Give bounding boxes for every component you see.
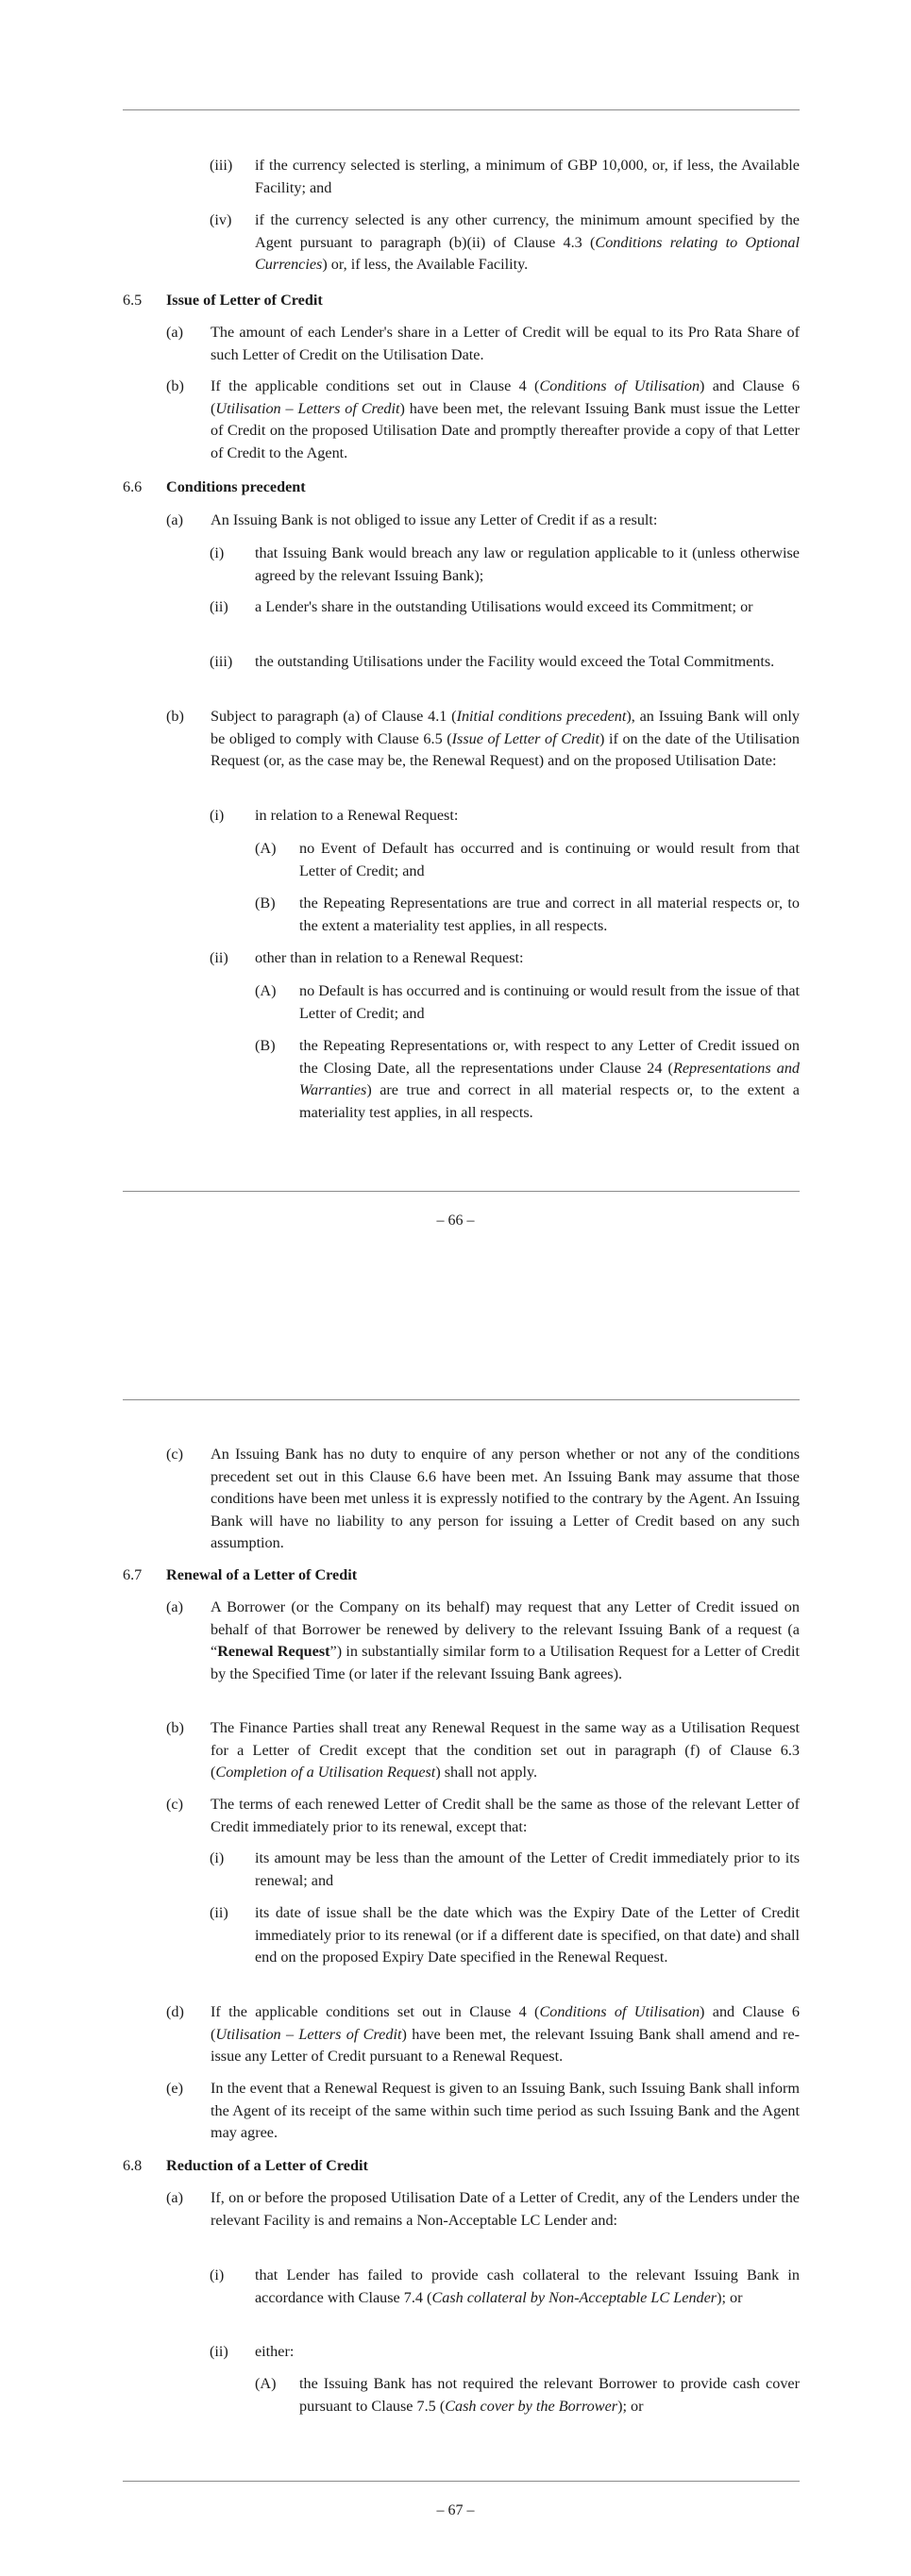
item-number: (iii) — [210, 653, 233, 670]
item-number: (i) — [210, 544, 225, 561]
item-number: (B) — [255, 895, 276, 912]
paragraph: If, on or before the proposed Utilisation Date of a Letter of Credit, any of the Lenders under the relevant Facility is and remains a Non-Acceptable LC Lender and: — [211, 2189, 800, 2229]
paragraph: In the event that a Renewal Request is given to an Issuing Bank, such Issuing Bank shall inform the Agent of its receipt of the same within such time period as such Issuing Bank and the Agent may agree. — [211, 2080, 800, 2141]
clause-number: 6.5 — [123, 292, 143, 309]
item-number: (a) — [166, 511, 183, 528]
clause-number: 6.8 — [123, 2157, 143, 2174]
clause-number: 6.7 — [123, 1566, 143, 1583]
paragraph: the Repeating Representations are true and correct in all material respects or, to the extent a materiality test applies, in all respects. — [299, 895, 800, 934]
paragraph: the outstanding Utilisations under the Facility would exceed the Total Commitments. — [255, 653, 775, 670]
footer-rule — [123, 2481, 800, 2482]
item-number: (e) — [166, 2080, 183, 2097]
clause-heading: Conditions precedent — [166, 478, 306, 495]
paragraph: the Issuing Bank has not required the relevant Borrower to provide cash cover pursuant to Clause 7.5 (Cash cover by the Borrower); or — [299, 2375, 800, 2415]
paragraph: The terms of each renewed Letter of Credit shall be the same as those of the relevant Letter of Credit immediately prior to its renewal, except that: — [211, 1796, 800, 1835]
item-number: (i) — [210, 807, 225, 824]
item-number: (ii) — [210, 949, 228, 966]
paragraph: no Event of Default has occurred and is continuing or would result from that Letter of Credit; and — [299, 840, 800, 879]
item-number: (b) — [166, 1719, 184, 1736]
paragraph: the Repeating Representations or, with respect to any Letter of Credit issued on the Closing Date, all the representations under Clause 24 (Representations and Warranties) are true and correct in all material respects or, to the extent a materiality test applies, in all respects. — [299, 1037, 801, 1121]
item-number: (a) — [166, 2189, 183, 2206]
item-number: (A) — [255, 982, 277, 999]
item-number: (d) — [166, 2003, 184, 2020]
paragraph: that Lender has failed to provide cash collateral to the relevant Issuing Bank in accordance with Clause 7.4 (Cash collateral by Non-Acceptable LC Lender); or — [255, 2267, 800, 2306]
item-number: (a) — [166, 1598, 183, 1615]
header-rule — [123, 1399, 800, 1400]
paragraph: its amount may be less than the amount of the Letter of Credit immediately prior to its renewal; and — [255, 1849, 800, 1889]
page-number: – 67 – — [436, 2502, 475, 2518]
item-number: (B) — [255, 1037, 276, 1054]
paragraph: if the currency selected is sterling, a minimum of GBP 10,000, or, if less, the Available Facility; and — [255, 157, 800, 196]
item-number: (A) — [255, 840, 277, 857]
clause-heading: Issue of Letter of Credit — [166, 292, 323, 309]
item-number: (iv) — [210, 211, 232, 228]
item-number: (ii) — [210, 2343, 228, 2360]
paragraph: that Issuing Bank would breach any law or regulation applicable to it (unless otherwise agreed by the relevant Issuing Bank); — [255, 544, 800, 584]
paragraph: Subject to paragraph (a) of Clause 4.1 (Initial conditions precedent), an Issuing Bank will only be obliged to comply with Clause 6.5 (Issue of Letter of Credit) if on the date of the Utilisation Request (or, as the case may be, the Renewal Request) and on the proposed Utilisation Date: — [211, 708, 800, 769]
clause-heading: Reduction of a Letter of Credit — [166, 2157, 368, 2174]
paragraph: An Issuing Bank is not obliged to issue any Letter of Credit if as a result: — [211, 511, 658, 528]
paragraph: if the currency selected is any other currency, the minimum amount specified by the Agent pursuant to paragraph (b)(ii) of Clause 4.3 (Conditions relating to Optional Currencies) or, if less, the Available Facility. — [255, 211, 800, 273]
item-number: (a) — [166, 324, 183, 341]
item-number: (b) — [166, 708, 184, 725]
item-number: (i) — [210, 2267, 225, 2283]
item-number: (b) — [166, 377, 184, 394]
paragraph: A Borrower (or the Company on its behalf) may request that any Letter of Credit issued on behalf of that Borrower be renewed by delivery to the relevant Issuing Bank of a request (a “Renewal Request”) in substantially similar form to a Utilisation Request for a Letter of Credit by the Specified Time (or later if the relevant Issuing Bank agrees). — [211, 1598, 800, 1682]
item-number: (i) — [210, 1849, 225, 1866]
clause-heading: Renewal of a Letter of Credit — [166, 1566, 358, 1583]
paragraph: If the applicable conditions set out in Clause 4 (Conditions of Utilisation) and Clause 6 (Utilisation – Letters of Credit) have been met, the relevant Issuing Bank must issue the Letter of Credit on the proposed Utilisation Date and promptly thereafter provide a copy of that Letter of Credit to the Agent. — [211, 377, 800, 461]
paragraph: no Default is has occurred and is continuing or would result from the issue of that Letter of Credit; and — [299, 982, 800, 1022]
footer-rule — [123, 1191, 800, 1192]
item-number: (c) — [166, 1446, 183, 1463]
header-rule — [123, 109, 800, 110]
paragraph: either: — [255, 2343, 295, 2360]
item-number: (iii) — [210, 157, 233, 174]
paragraph: other than in relation to a Renewal Request: — [255, 949, 524, 966]
paragraph: in relation to a Renewal Request: — [255, 807, 459, 824]
clause-number: 6.6 — [123, 478, 143, 495]
paragraph: An Issuing Bank has no duty to enquire of any person whether or not any of the conditions precedent set out in this Clause 6.6 have been met. An Issuing Bank may assume that those conditions have been met unless it is expressly notified to the contrary by the Agent. An Issuing Bank will have no liability to any person for issuing a Letter of Credit based on any such assumption. — [211, 1446, 800, 1551]
paragraph: If the applicable conditions set out in Clause 4 (Conditions of Utilisation) and Clause 6 (Utilisation – Letters of Credit) have been met, the relevant Issuing Bank shall amend and re-issue any Letter of Credit pursuant to a Renewal Request. — [211, 2003, 800, 2065]
paragraph: The amount of each Lender's share in a Letter of Credit will be equal to its Pro Rata Share of such Letter of Credit on the Utilisation Date. — [211, 324, 800, 363]
paragraph: The Finance Parties shall treat any Renewal Request in the same way as a Utilisation Request for a Letter of Credit except that the condition set out in paragraph (f) of Clause 6.3 (Completion of a Utilisation Request) shall not apply. — [211, 1719, 800, 1781]
item-number: (ii) — [210, 598, 228, 615]
paragraph: a Lender's share in the outstanding Utilisations would exceed its Commitment; or — [255, 598, 753, 615]
item-number: (ii) — [210, 1904, 228, 1921]
paragraph: its date of issue shall be the date which was the Expiry Date of the Letter of Credit immediately prior to its renewal (or if a different date is specified, on that date) and shall end on the proposed Expiry Date specified in the Renewal Request. — [255, 1904, 800, 1965]
item-number: (c) — [166, 1796, 183, 1813]
page-number: – 66 – — [436, 1213, 475, 1229]
item-number: (A) — [255, 2375, 277, 2392]
